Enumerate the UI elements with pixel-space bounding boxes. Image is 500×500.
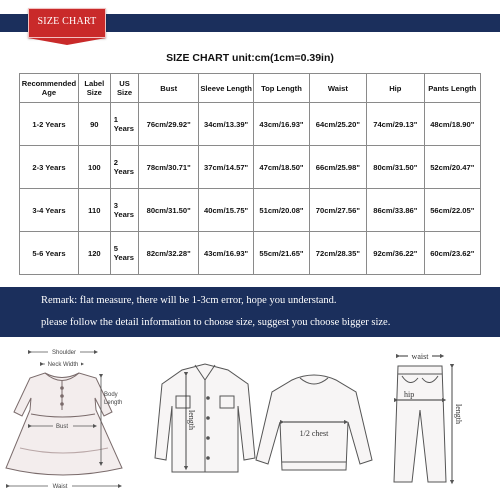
shirt-diagram [155,364,255,472]
table-header-row [20,74,481,103]
header-label-size: Label Size [78,74,110,103]
header-sleeve-length: Sleeve Length [198,74,253,103]
header-hip: Hip [367,74,424,103]
cell-us-size: 2 Years [110,146,139,189]
cell-us-size: 1 Years [110,103,139,146]
table-row [20,232,481,275]
header-waist: Waist [309,74,366,103]
sweater-illustration [256,375,372,470]
cell-top-length: 51cm/20.08" [254,189,309,232]
table-row [20,146,481,189]
size-chart-tag [28,8,106,44]
header-top-length: Top Length [254,74,309,103]
cell-label-size: 90 [78,103,110,146]
cell-bust: 78cm/30.71" [139,146,198,189]
cell-top-length: 47cm/18.50" [254,146,309,189]
dress-diagram [6,348,122,490]
cell-label-size: 100 [78,146,110,189]
size-table [19,73,481,275]
cell-hip: 80cm/31.50" [367,146,424,189]
cell-sleeve-length: 40cm/15.75" [198,189,253,232]
tag-label: SIZE CHART [37,16,97,27]
cell-waist: 64cm/25.20" [309,103,366,146]
cell-sleeve-length: 34cm/13.39" [198,103,253,146]
cell-us-size: 3 Years [110,189,139,232]
cell-top-length: 43cm/16.93" [254,103,309,146]
header-bust: Bust [139,74,198,103]
shirt-illustration [155,364,255,472]
cell-age: 2-3 Years [20,146,79,189]
cell-top-length: 55cm/21.65" [254,232,309,275]
cell-bust: 80cm/31.50" [139,189,198,232]
table-row [20,189,481,232]
shirt-length-label: length [187,410,196,430]
shoulder-label: Shoulder [51,350,77,356]
cell-label-size: 120 [78,232,110,275]
pants-illustration [394,366,446,482]
cell-sleeve-length: 43cm/16.93" [198,232,253,275]
cell-waist: 70cm/27.56" [309,189,366,232]
cell-sleeve-length: 37cm/14.57" [198,146,253,189]
measurement-diagrams [0,340,500,500]
pants-waist-label: waist [411,352,429,361]
remark-banner [0,287,500,337]
body-length-label-1: Body [104,392,118,398]
cell-pants-length: 48cm/18.90" [424,103,480,146]
table-row [20,103,481,146]
chest-label: 1/2 chest [299,429,329,438]
cell-pants-length: 60cm/23.62" [424,232,480,275]
chart-title: SIZE CHART unit:cm(1cm=0.39in) [166,52,334,64]
cell-age: 5-6 Years [20,232,79,275]
header-pants-length: Pants Length [424,74,480,103]
cell-age: 3-4 Years [20,189,79,232]
header-us-size: US Size [110,74,139,103]
bust-label: Bust [55,424,69,430]
cell-waist: 72cm/28.35" [309,232,366,275]
pants-diagram [394,351,463,482]
body-length-label-2: Length [104,400,123,406]
cell-waist: 66cm/25.98" [309,146,366,189]
waist-label: Waist [52,484,68,490]
cell-hip: 92cm/36.22" [367,232,424,275]
tag-ribbon-notch [28,38,106,45]
cell-bust: 82cm/32.28" [139,232,198,275]
cell-bust: 76cm/29.92" [139,103,198,146]
remark-line-1: Remark: flat measure, there will be 1-3cm error, hope you understand. [41,295,337,306]
cell-hip: 86cm/33.86" [367,189,424,232]
cell-age: 1-2 Years [20,103,79,146]
cell-label-size: 110 [78,189,110,232]
remark-line-2: please follow the detail information to choose size, suggest you choose bigger size. [41,317,391,328]
pants-length-label: length [454,404,463,424]
cell-pants-length: 56cm/22.05" [424,189,480,232]
header-recommended-age: Recommended Age [20,74,79,103]
sweater-diagram [256,375,372,470]
neck-width-label: Neck Width [47,362,79,368]
pants-hip-label: hip [404,390,415,399]
cell-us-size: 5 Years [110,232,139,275]
cell-pants-length: 52cm/20.47" [424,146,480,189]
cell-hip: 74cm/29.13" [367,103,424,146]
